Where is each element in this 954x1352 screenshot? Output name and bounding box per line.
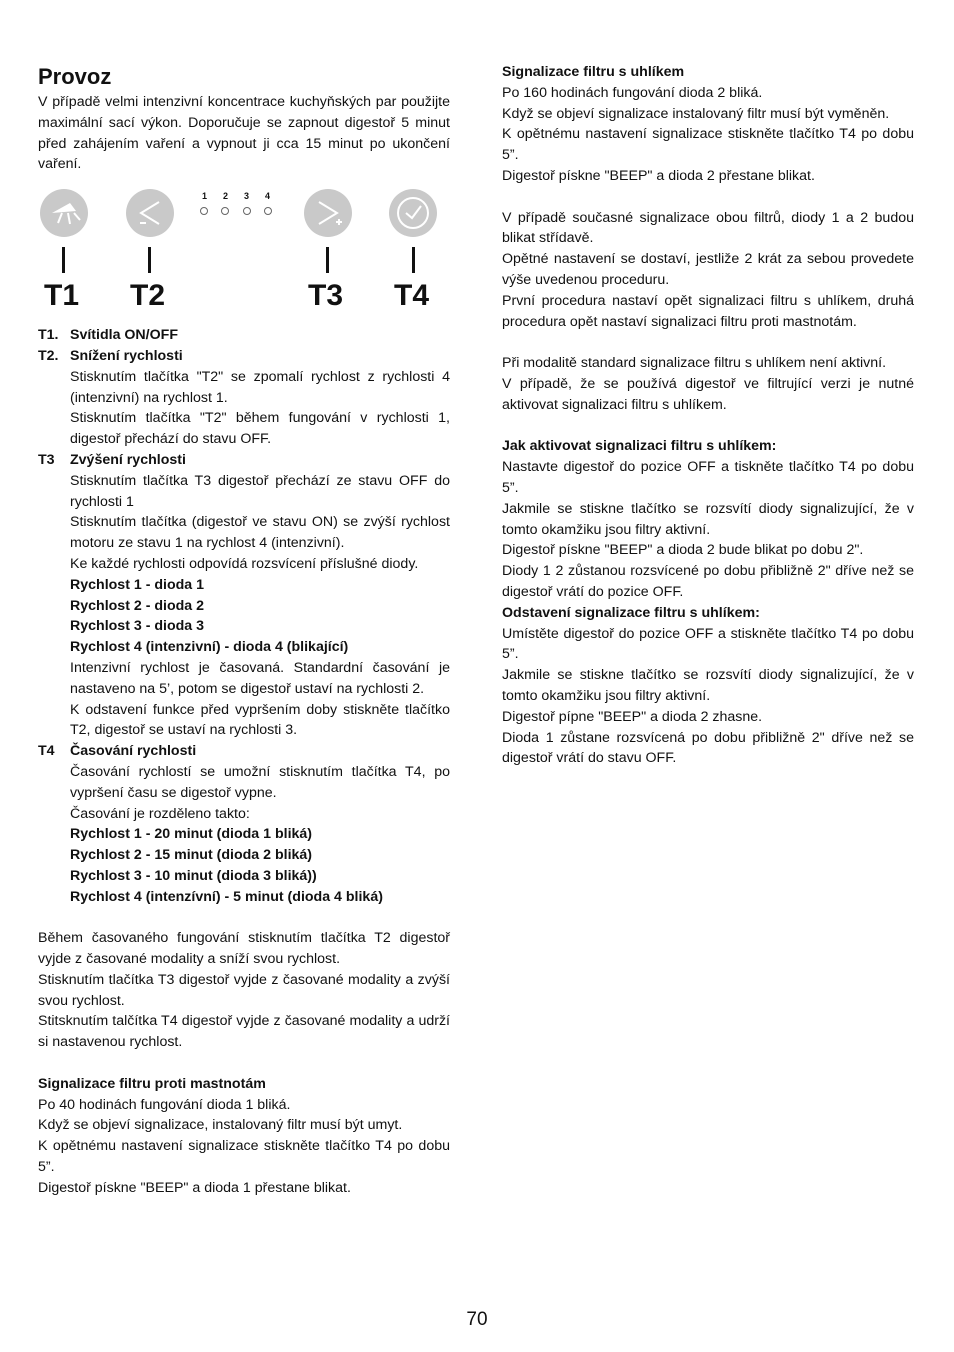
pointer-line (412, 247, 415, 273)
speed-up-button-icon (304, 189, 352, 237)
carbon-filter-heading: Signalizace filtru s uhlíkem (502, 64, 685, 80)
t4-heading: T4 Časování rychlosti (38, 743, 197, 760)
timer-item: Rychlost 1 - 20 minut (dioda 1 bliká) (70, 826, 313, 843)
led-number: 1 (202, 191, 208, 202)
speed-down-icon (126, 189, 174, 237)
standard-mode-text: V případě, že se používá digestoř ve filtrující verzi je nutné aktivovat signalizaci filtru s uhlíkem. (502, 375, 914, 413)
carbon-filter-text: Když se objeví signalizace instalovaný filtr musí být vyměněn. (502, 105, 890, 122)
t3-text: Ke každé rychlosti odpovídá rozsvícení příslušné diody. (70, 555, 419, 572)
activate-text: Digestoř pískne "BEEP" a dioda 2 bude blikat po dobu 2". (502, 542, 864, 559)
section-title: Provoz (38, 64, 112, 89)
t2-text: Stisknutím tlačítka "T2" během fungování v rychlosti 1, digestoř přechází do stavu OFF. (70, 410, 450, 448)
t3-heading: T3 Zvýšení rychlosti (38, 451, 186, 468)
timed-mode-text: Stitsknutím talčítka T4 digestoř vyjde z časované modality a udrží si nastavenou rychlost. (38, 1013, 450, 1051)
page-number: 70 (466, 1309, 488, 1330)
speed-down-button-icon (126, 189, 174, 237)
activate-heading: Jak aktivovat signalizaci filtru s uhlíkem: (502, 438, 777, 455)
speed-led-indicators (198, 191, 274, 215)
deactivate-text: Jakmile se stiskne tlačítko se rozsvítí diody signalizující, že v tomto okamžiku jsou filtry aktivní. (502, 667, 914, 704)
timed-mode-text: Během časovaného fungování stisknutím tlačítka T2 digestoř vyjde z časované modality a sníží svou rychlost. (38, 930, 450, 968)
t4-label: T4 (394, 279, 430, 313)
both-filters-text: První procedura nastaví opět signalizaci filtru s uhlíkem, druhá procedura opět nastaví signalizaci filtru proti mastnotám. (502, 292, 914, 330)
control-panel-figure (38, 189, 450, 321)
pointer-line (148, 247, 151, 273)
t4-text: Časování rychlostí se umožní stisknutím tlačítka T4, po vypršení času se digestoř vypne. (70, 763, 450, 801)
t4-text: Časování je rozděleno takto: (70, 805, 250, 822)
grease-filter-heading: Signalizace filtru proti mastnotám (38, 1075, 266, 1092)
standard-mode-text: Při modalitě standard signalizace filtru s uhlíkem není aktivní. (502, 355, 887, 372)
t3-label: T3 (308, 279, 344, 313)
speed-led-item: Rychlost 1 - dioda 1 (70, 576, 205, 593)
speed-up-icon (304, 189, 352, 237)
carbon-filter-text: K opětnému nastavení signalizace stiskněte tlačítko T4 po dobu 5”. (502, 126, 914, 164)
deactivate-text: Digestoř pípne "BEEP" a dioda 2 zhasne. (502, 708, 763, 725)
deactivate-text: Umístěte digestoř do pozice OFF a stiskněte tlačítko T4 po dobu 5”. (502, 625, 914, 663)
grease-filter-text: K opětnému nastavení signalizace stiskněte tlačítko T4 po dobu 5”. (38, 1138, 450, 1176)
timer-item: Rychlost 4 (intenzívní) - 5 minut (dioda 4 bliká) (70, 888, 383, 905)
grease-filter-text: Po 40 hodinách fungování dioda 1 bliká. (38, 1096, 291, 1113)
t3-text: Stisknutím tlačítka (digestoř ve stavu ON) se zvýší rychlost motoru ze stavu 1 na rychlost 4 (intenzivní). (70, 514, 450, 552)
led-dot (221, 207, 229, 215)
carbon-filter-text: Po 160 hodinách fungování dioda 2 bliká. (502, 84, 763, 101)
t3-text: Intenzivní rychlost je časovaná. Standardní časování je nastaveno na 5’, potom se digestoř ustaví na rychlosti 2. (70, 659, 450, 697)
speed-led-item: Rychlost 2 - dioda 2 (70, 597, 205, 614)
pointer-line (326, 247, 329, 273)
intro-paragraph: V případě velmi intenzivní koncentrace kuchyňských par použijte maximální sací výkon. Doporučuje se zapnout digestoř 5 minut před zahájením vaření a vypnout ji cca 15 minut po ukončení vaření. (38, 94, 450, 173)
light-button-icon (40, 189, 88, 237)
led-dot (264, 207, 272, 215)
led-dot (200, 207, 208, 215)
led-number: 4 (264, 191, 270, 202)
t2-label: T2 (130, 279, 166, 313)
light-icon (40, 189, 88, 237)
t1-label: T1 (44, 279, 80, 313)
t1-heading: T1. Svítidla ON/OFF (38, 327, 178, 344)
pointer-line (62, 247, 65, 273)
timer-icon (389, 189, 437, 237)
activate-text: Diody 1 2 zůstanou rozsvícené po dobu přibližně 2" dříve než se digestoř vrátí do pozice OFF. (502, 563, 914, 600)
timer-item: Rychlost 2 - 15 minut (dioda 2 bliká) (70, 847, 313, 864)
speed-led-item: Rychlost 3 - dioda 3 (70, 618, 205, 635)
activate-text: Nastavte digestoř do pozice OFF a tiskněte tlačítko T4 po dobu 5”. (502, 459, 914, 496)
both-filters-text: V případě současné signalizace obou filtrů, diody 1 a 2 budou blikat střídavě. (502, 209, 914, 247)
timed-mode-text: Stisknutím tlačítka T3 digestoř vyjde z časované modality a zvýší svou rychlost. (38, 971, 450, 1009)
deactivate-text: Dioda 1 zůstane rozsvícená po dobu přibližně 2" dříve než se digestoř vrátí do stavu OFF. (502, 729, 914, 767)
left-column (38, 62, 450, 1199)
timer-button-icon (389, 189, 437, 237)
led-number: 2 (222, 191, 228, 202)
activate-text: Jakmile se stiskne tlačítko se rozsvítí diody signalizující, že v tomto okamžiku jsou filtry aktivní. (502, 500, 914, 538)
grease-filter-text: Když se objeví signalizace, instalovaný filtr musí být umyt. (38, 1117, 403, 1134)
speed-led-item: Rychlost 4 (intenzivní) - dioda 4 (blikající) (70, 639, 349, 656)
t3-text: K odstavení funkce před vypršením doby stiskněte tlačítko T2, digestoř se ustaví na rychlosti 3. (70, 701, 450, 739)
both-filters-text: Opětné nastavení se dostaví, jestliže 2 krát za sebou provedete výše uvedenou proceduru. (502, 251, 914, 288)
grease-filter-text: Digestoř pískne "BEEP" a dioda 1 přestane blikat. (38, 1179, 351, 1196)
right-column (502, 62, 914, 769)
led-dot (243, 207, 251, 215)
t3-text: Stisknutím tlačítka T3 digestoř přechází ze stavu OFF do rychlosti 1 (70, 472, 450, 510)
carbon-filter-text: Digestoř pískne "BEEP" a dioda 2 přestane blikat. (502, 167, 815, 184)
deactivate-heading: Odstavení signalizace filtru s uhlíkem: (502, 604, 760, 621)
led-number: 3 (243, 191, 249, 202)
timer-item: Rychlost 3 - 10 minut (dioda 3 bliká)) (70, 867, 317, 884)
t2-heading: T2. Snížení rychlosti (38, 347, 183, 364)
t2-text: Stisknutím tlačítka "T2" se zpomalí rychlost z rychlosti 4 (intenzivní) na rychlost 1. (70, 368, 450, 406)
